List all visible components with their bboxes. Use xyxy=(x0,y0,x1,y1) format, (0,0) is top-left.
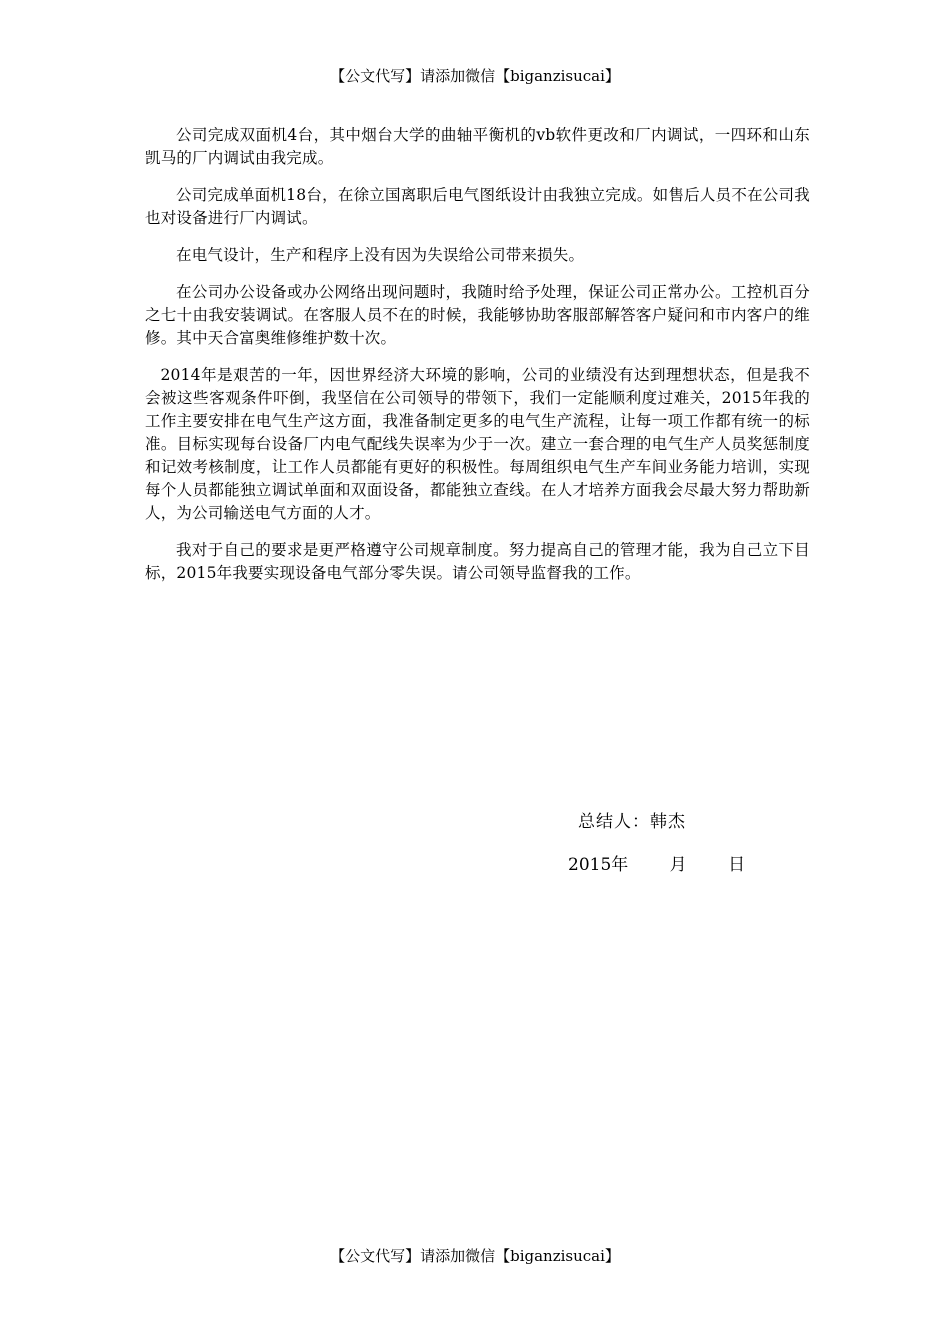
paragraph-2015-plan: 2014年是艰苦的一年，因世界经济大环境的影响，公司的业绩没有达到理想状态，但是我不会被这些客观条件吓倒，我坚信在公司领导的带领下，我们一定能顺利度过难关，2015年我的工作主要安排在电气生产这方面，我准备制定更多的电气生产流程，让每一项工作都有统一的标准。目标实现每台设备厂内电气配线失误率为少于一次。建立一套合理的电气生产人员奖惩制度和记效考核制度，让工作人员都能有更好的积极性。每周组织电气生产车间业务能力培训，实现每个人员都能独立调试单面和双面设备，都能独立查线。在人才培养方面我会尽最大努力帮助新人，为公司输送电气方面的人才。 xyxy=(145,366,810,522)
page-footer: 【公文代写】请添加微信【biganzisucai】 xyxy=(330,1247,620,1265)
paragraph-office-support: 在公司办公设备或办公网络出现问题时，我随时给予处理，保证公司正常办公。工控机百分之七十由我安装调试。在客服人员不在的时候，我能够协助客服部解答客户疑问和市内客户的维修。其中天合富奥维修维护数十次。 xyxy=(145,283,810,347)
document-body xyxy=(145,124,810,599)
date-year: 2015年 xyxy=(568,855,629,875)
paragraph-self-requirements: 我对于自己的要求是更严格遵守公司规章制度。努力提高自己的管理才能，我为自己立下目标，2015年我要实现设备电气部分零失误。请公司领导监督我的工作。 xyxy=(145,541,810,582)
paragraph-double-machines: 公司完成双面机4台，其中烟台大学的曲轴平衡机的vb软件更改和厂内调试，一四环和山东凯马的厂内调试由我完成。 xyxy=(145,126,810,167)
page-header: 【公文代写】请添加微信【biganzisucai】 xyxy=(330,67,620,85)
paragraph-single-machines: 公司完成单面机18台，在徐立国离职后电气图纸设计由我独立完成。如售后人员不在公司我也对设备进行厂内调试。 xyxy=(145,186,810,227)
paragraph-no-losses: 在电气设计，生产和程序上没有因为失误给公司带来损失。 xyxy=(176,246,585,264)
date-line xyxy=(568,853,745,877)
signature: 总结人：韩杰 xyxy=(578,812,686,832)
date-day: 日 xyxy=(728,855,746,875)
date-month: 月 xyxy=(669,855,687,875)
